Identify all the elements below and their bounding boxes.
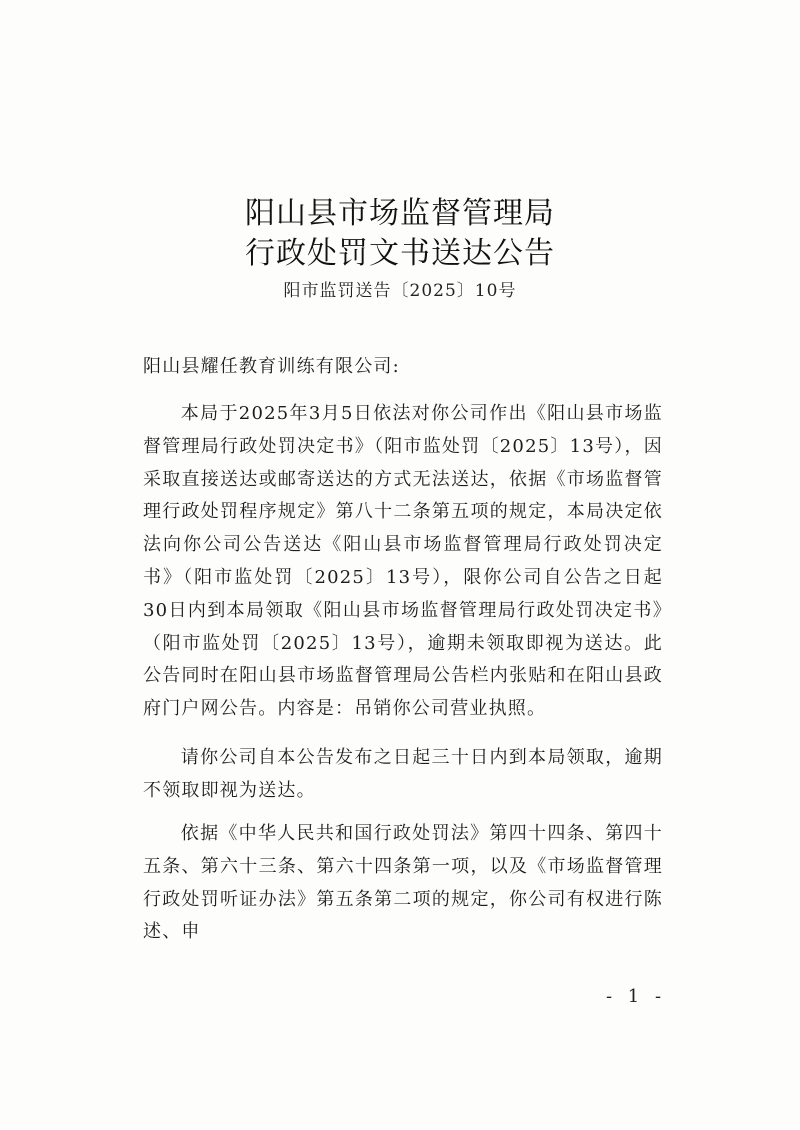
paragraph-legal-basis: 依据《中华人民共和国行政处罚法》第四十四条、第四十五条、第六十三条、第六十四条第一项，以及《市场监督管理行政处罚听证办法》第五条第二项的规定，你公司有权进行陈述、申 [143,823,663,943]
document-title-line1: 阳山县市场监督管理局 [245,196,555,231]
paragraph-notice: 本局于2025年3月5日依法对你公司作出《阳山县市场监督管理局行政处罚决定书》（阳市监处罚〔2025〕13号），因采取直接送达或邮寄送达的方式无法送达，依据《市场监督管理行政处罚程序规定》第八十二条第五项的规定，本局决定依法向你公司公告送达《阳山县市场监督管理局行政处罚决定书》（阳市监处罚〔2025〕13号），限你公司自公告之日起30日内到本局领取《阳山县市场监督管理局行政处罚决定书》（阳市监处罚〔2025〕13号），逾期未领取即视为送达。此公告同时在阳山县市场监督管理局公告栏内张贴和在阳山县政府门户网公告。内容是：吊销你公司营业执照。 [143,403,663,720]
document-number: 阳市监罚送告〔2025〕10号 [283,281,517,301]
addressee: 阳山县耀任教育训练有限公司: [143,356,400,377]
paragraph-collection: 请你公司自本公告发布之日起三十日内到本局领取，逾期不领取即视为送达。 [143,747,663,801]
document-title-line2: 行政处罚文书送达公告 [245,236,555,271]
page-number: - 1 - [606,986,667,1007]
